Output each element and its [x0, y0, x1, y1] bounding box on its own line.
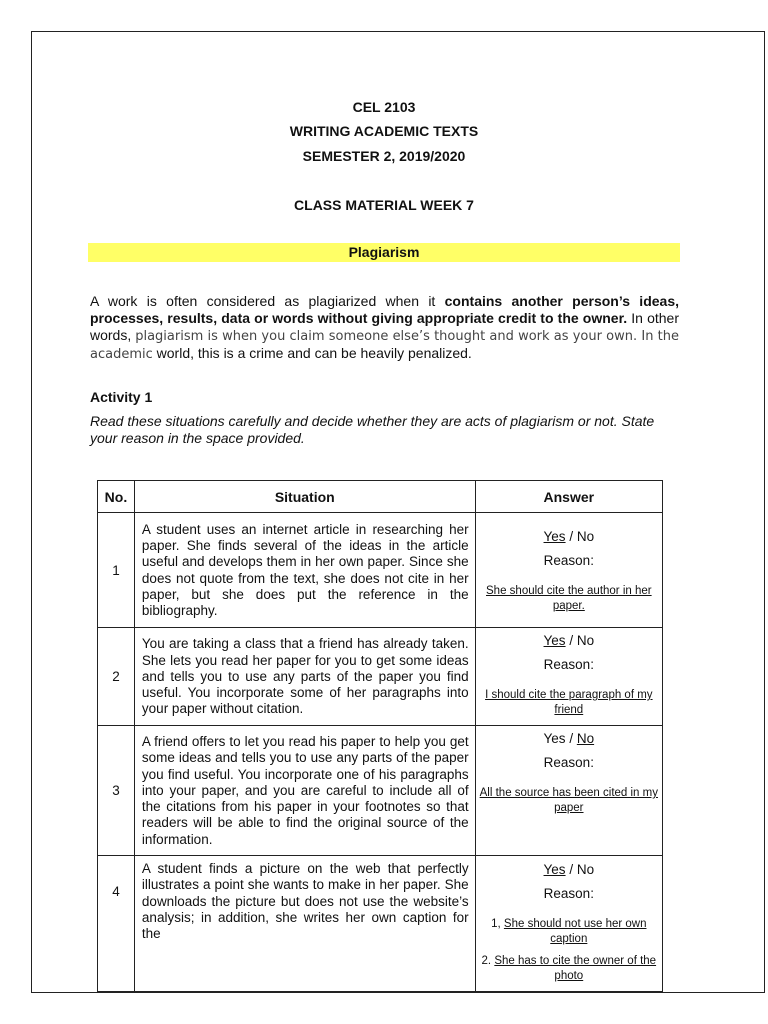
reason-label: Reason: [543, 657, 594, 672]
table-header-row [98, 481, 663, 513]
yes-no-choice [476, 528, 662, 546]
course-title: WRITING ACADEMIC TEXTS [289, 123, 479, 139]
answer-slash: / [565, 633, 577, 648]
table-row [98, 856, 663, 992]
topic-heading: Plagiarism [88, 243, 680, 262]
situation-text: A friend offers to let you read his paper to help you get some ideas and tells you to use any parts of the paper you find useful. You incorporate one of his paragraphs into your paper, and you are careful to include all of the citations from his paper in your footnotes so that readers will be able to find the original source of the information. [141, 733, 469, 847]
intro-text-1: A work is often considered as plagiarized when it [90, 293, 445, 309]
activity-instructions: Read these situations carefully and decide whether they are acts of plagiarism or not. State your reason in the space provided. [90, 413, 655, 446]
header-situation: Situation [134, 481, 475, 513]
intro-paragraph [90, 293, 679, 363]
situation-text: A student uses an internet article in researching her paper. She finds several of the ideas in the article useful and develops them in her own paper. Since she does not quote from the text, she does not cite in her paper, but she does put the reference in the bibliography. [141, 521, 469, 619]
answer-cell [475, 628, 662, 726]
reason-text: She should cite the author in her paper. [486, 585, 652, 612]
answer-slash: / [565, 862, 577, 877]
semester: SEMESTER 2, 2019/2020 [302, 148, 466, 164]
answer-no: No [576, 633, 595, 648]
yes-no-choice [476, 861, 662, 879]
row-number: 3 [98, 726, 135, 856]
situation-cell [134, 513, 475, 628]
situation-cell [134, 856, 475, 992]
intro-text-3: plagiarism is when you claim someone else’s thought and work as your own. In the academic [90, 329, 679, 362]
row-number: 1 [98, 513, 135, 628]
reason-text: She should not use her own caption [503, 918, 647, 945]
table-row [98, 513, 663, 628]
situation-cell [134, 726, 475, 856]
reason-label: Reason: [543, 755, 594, 770]
class-material-title: CLASS MATERIAL WEEK 7 [294, 197, 474, 213]
reason-label: Reason: [543, 886, 594, 901]
answer-no: No [576, 862, 595, 877]
answer-cell [475, 726, 662, 856]
yes-no-choice [476, 730, 662, 748]
intro-text-4: world, this is a crime and can be heavily penalized. [152, 345, 472, 361]
situations-table [97, 480, 663, 992]
answer-yes: Yes [543, 731, 566, 746]
answer-yes: Yes [543, 529, 566, 544]
situation-cell [134, 628, 475, 726]
answer-slash: / [565, 731, 577, 746]
reason-text: I should cite the paragraph of my friend [485, 689, 653, 716]
table-row [98, 628, 663, 726]
reason-text: All the source has been cited in my paper [479, 787, 658, 814]
activity-title: Activity 1 [90, 389, 153, 405]
intro-text-2: In other words, [90, 310, 679, 343]
header-answer: Answer [475, 481, 662, 513]
situation-text: A student finds a picture on the web that perfectly illustrates a point she wants to make in her paper. She downloads the picture but does not use the website’s analysis; in addition, she writes her own caption for the [141, 861, 469, 942]
reason-item [480, 917, 658, 947]
answer-no: No [576, 529, 595, 544]
answer-cell [475, 856, 662, 992]
header-no: No. [98, 481, 135, 513]
answer-yes: Yes [543, 633, 566, 648]
table-row [98, 726, 663, 856]
reason-text: She has to cite the owner of the photo [494, 955, 657, 982]
reason-list [480, 917, 658, 984]
answer-slash: / [565, 529, 577, 544]
situation-text: You are taking a class that a friend has already taken. She lets you read her paper for you to get some ideas and tells you to use any parts of the paper you find useful. You incorporate some of her paragraphs into your paper without citation. [141, 636, 469, 717]
reason-label: Reason: [543, 553, 594, 568]
answer-cell [475, 513, 662, 628]
reason-number: 1, [491, 918, 504, 930]
course-code: CEL 2103 [352, 99, 416, 115]
row-number: 4 [98, 856, 135, 992]
reason-item [480, 954, 658, 984]
answer-yes: Yes [543, 862, 566, 877]
yes-no-choice [476, 632, 662, 650]
answer-no: No [576, 731, 595, 746]
row-number: 2 [98, 628, 135, 726]
reason-number: 2. [481, 955, 495, 967]
intro-definition: contains another person’s ideas, processes, results, data or words without giving appropriate credit to the owner. [90, 293, 679, 326]
